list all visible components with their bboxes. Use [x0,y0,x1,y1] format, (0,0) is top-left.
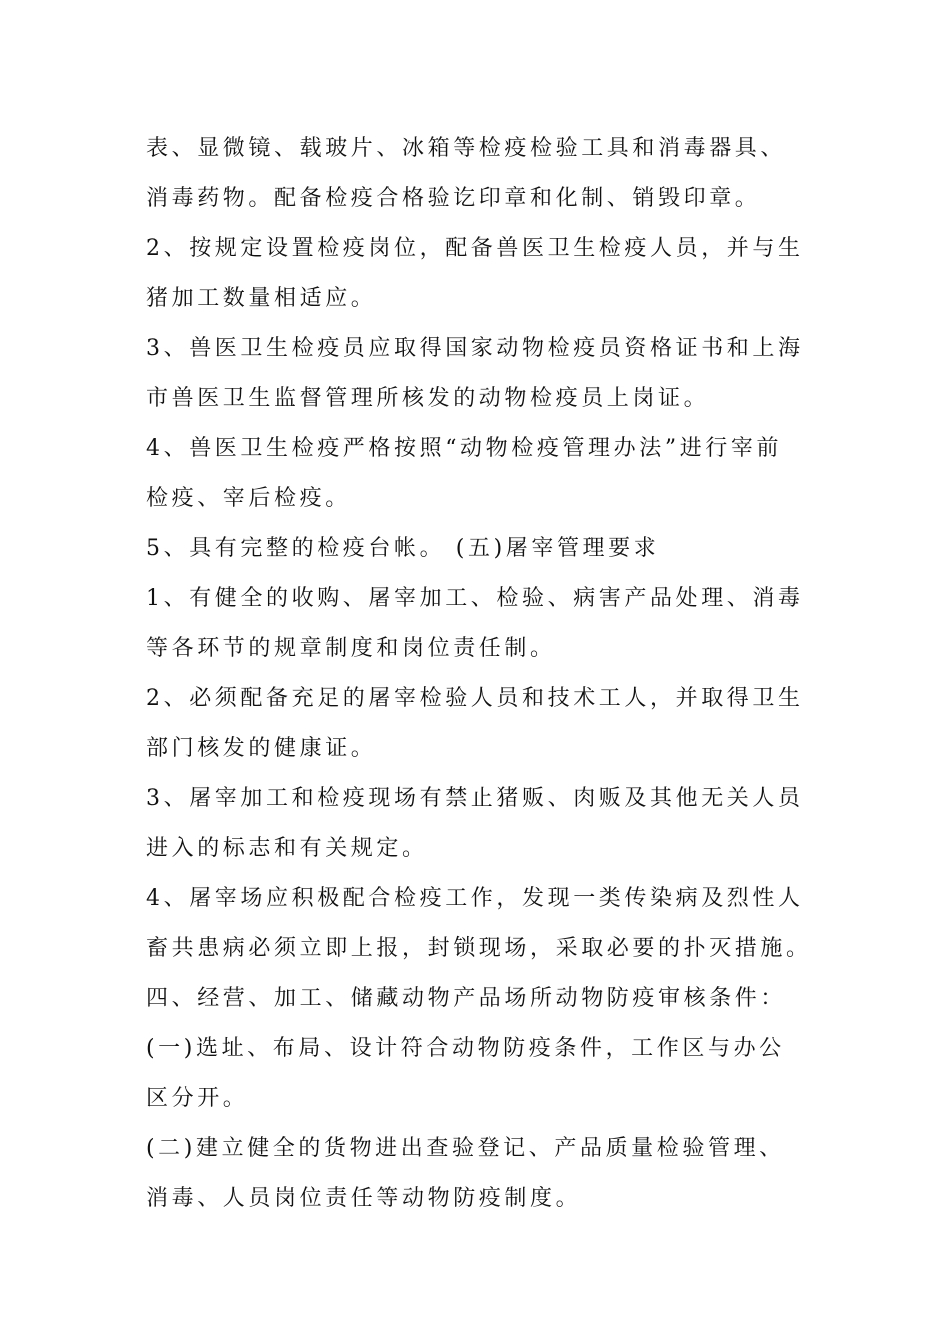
text-line: 畜共患病必须立即上报，封锁现场，采取必要的扑灭措施。 [146,936,812,961]
text-line: 猪加工数量相适应。 [146,286,377,311]
text-line: 5、具有完整的检疫台帐。 (五)屠宰管理要求 [146,536,660,561]
text-line: 部门核发的健康证。 [146,736,377,761]
text-line: 四、经营、加工、储藏动物产品场所动物防疫审核条件： [146,986,787,1011]
text-line: 2、必须配备充足的屠宰检验人员和技术工人，并取得卫生 [146,686,804,711]
text-line: 3、兽医卫生检疫员应取得国家动物检疫员资格证书和上海 [146,336,804,361]
text-line: 消毒药物。配备检疫合格验讫印章和化制、销毁印章。 [146,186,761,211]
text-line: 进入的标志和有关规定。 [146,836,428,861]
text-line: 2、按规定设置检疫岗位，配备兽医卫生检疫人员，并与生 [146,236,804,261]
text-line: 等各环节的规章制度和岗位责任制。 [146,636,556,661]
text-line: 表、显微镜、载玻片、冰箱等检疫检验工具和消毒器具、 [146,136,787,161]
text-line: 消毒、人员岗位责任等动物防疫制度。 [146,1186,582,1211]
document-body [146,124,846,1224]
text-line: (一)选址、布局、设计符合动物防疫条件，工作区与办公 [146,1036,785,1061]
text-line: 区分开。 [146,1086,249,1111]
text-line: 市兽医卫生监督管理所核发的动物检疫员上岗证。 [146,386,710,411]
text-line: 3、屠宰加工和检疫现场有禁止猪贩、肉贩及其他无关人员 [146,786,804,811]
text-line: 1、有健全的收购、屠宰加工、检验、病害产品处理、消毒 [146,586,804,611]
text-line: 检疫、宰后检疫。 [146,486,351,511]
text-line: (二)建立健全的货物进出查验登记、产品质量检验管理、 [146,1136,785,1161]
text-line: 4、兽医卫生检疫严格按照“动物检疫管理办法”进行宰前 [146,436,783,461]
text-line: 4、屠宰场应积极配合检疫工作，发现一类传染病及烈性人 [146,886,804,911]
